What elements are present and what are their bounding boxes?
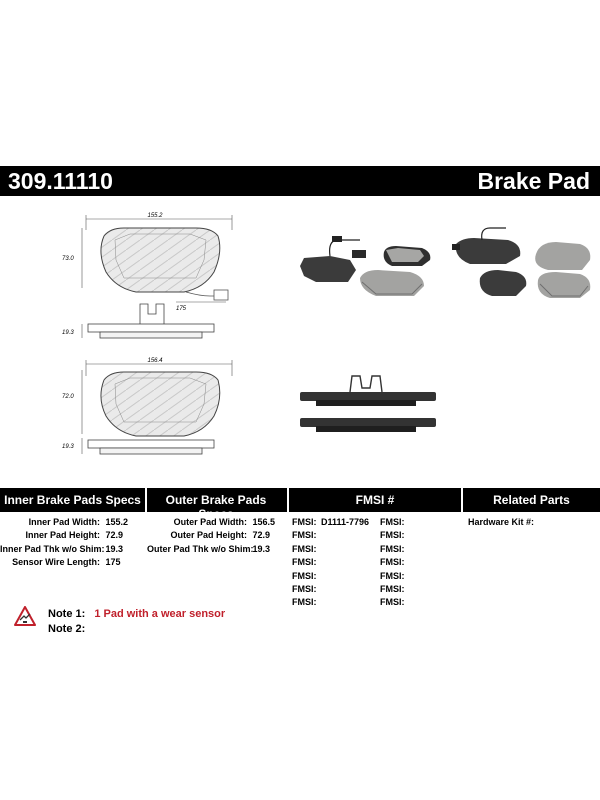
- fmsi-row: FMSI:: [380, 584, 405, 595]
- spec-row: Inner Pad Height: 72.9: [25, 530, 124, 541]
- warning-triangle-icon: [14, 606, 36, 626]
- fmsi-row: FMSI:: [292, 557, 317, 568]
- note-2: Note 2:: [48, 623, 86, 635]
- outer-pad-side-view: [62, 438, 214, 454]
- fmsi-column-2: [380, 516, 460, 610]
- product-category: Brake Pad: [477, 168, 590, 194]
- sensor-length-dim: 175: [176, 306, 187, 312]
- fmsi-row: FMSI:: [292, 584, 317, 595]
- spec-row: Outer Pad Height: 72.9: [170, 530, 271, 541]
- note-1-text: 1 Pad with a wear sensor: [94, 608, 226, 620]
- spec-row: Inner Pad Width: 155.2: [28, 517, 129, 527]
- fmsi-row: FMSI:: [292, 570, 317, 581]
- pad-side-photo: [300, 376, 436, 432]
- inner-height-dim: 73.0: [62, 256, 74, 262]
- title-bar: [0, 166, 600, 196]
- fmsi-row: FMSI:: [380, 570, 405, 581]
- pad-photo-left-set: [300, 236, 430, 296]
- fmsi-heading: FMSI #: [355, 493, 395, 507]
- technical-drawing: [0, 200, 600, 485]
- note-1: Note 1: 1 Pad with a wear sensor: [48, 608, 226, 620]
- fmsi-row: FMSI:: [380, 530, 405, 541]
- inner-pad-drawing: [62, 213, 232, 312]
- fmsi-row: FMSI:: [292, 597, 317, 608]
- outer-specs-heading: Outer Brake Pads Specs: [165, 493, 267, 521]
- related-parts-heading: Related Parts: [493, 493, 570, 507]
- inner-specs-table: [0, 516, 144, 570]
- fmsi-row: FMSI:: [380, 597, 405, 608]
- fmsi-row: FMSI: D1111-7796: [292, 517, 370, 527]
- fmsi-row: FMSI:: [292, 543, 317, 554]
- outer-thk-dim: 19.3: [62, 444, 74, 450]
- pad-photo-right-set: [452, 228, 590, 298]
- inner-thk-dim: 19.3: [62, 330, 74, 336]
- part-number: 309.11110: [8, 168, 113, 194]
- fmsi-row: FMSI:: [380, 543, 405, 554]
- inner-specs-heading: Inner Brake Pads Specs: [4, 493, 141, 507]
- fmsi-column-1: [292, 516, 378, 610]
- outer-specs-table: [147, 516, 287, 556]
- related-parts-list: [468, 516, 598, 529]
- specs-header-bar: [0, 488, 600, 521]
- inner-width-dim: 155.2: [147, 213, 163, 219]
- outer-width-dim: 156.4: [147, 358, 163, 364]
- fmsi-row: FMSI:: [380, 557, 405, 568]
- spec-row: Outer Pad Width: 156.5: [173, 517, 276, 527]
- outer-pad-drawing: [62, 358, 232, 436]
- spec-row: Inner Pad Thk w/o Shim: 19.3: [0, 543, 124, 554]
- hardware-kit-row: Hardware Kit #:: [468, 517, 535, 527]
- spec-row: Outer Pad Thk w/o Shim: 19.3: [147, 543, 271, 554]
- outer-height-dim: 72.0: [62, 394, 74, 400]
- fmsi-row: FMSI:: [380, 517, 405, 527]
- inner-pad-side-view: [62, 304, 214, 338]
- spec-row: Sensor Wire Length: 175: [12, 557, 121, 568]
- fmsi-row: FMSI:: [292, 530, 317, 541]
